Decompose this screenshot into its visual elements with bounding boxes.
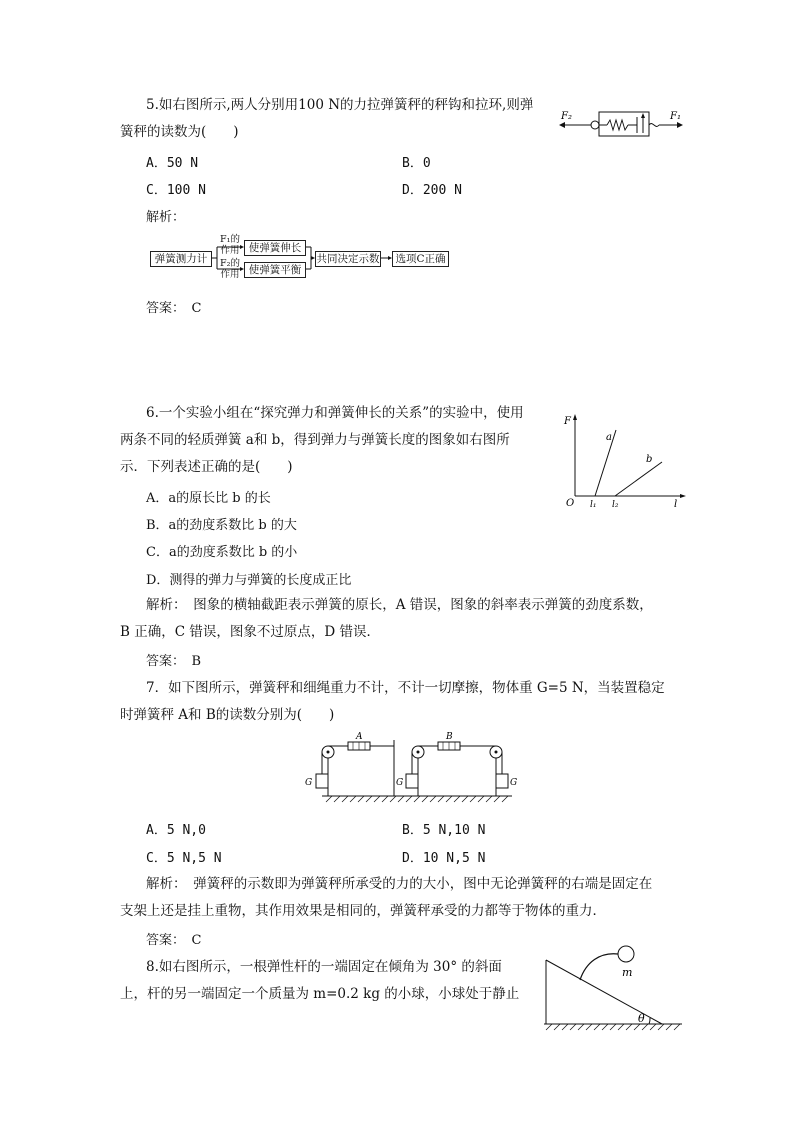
q6-option-d: D．测得的弹力与弹簧的长度成正比 xyxy=(146,573,352,588)
flow-box-spring-scale: 弹簧测力计 xyxy=(150,251,212,267)
graph-line-b xyxy=(615,462,662,496)
q8-label-theta: θ xyxy=(638,1012,645,1025)
q5-option-b: B．0 xyxy=(402,156,431,171)
flow-box-balance: 使弹簧平衡 xyxy=(244,262,306,278)
q5-analysis-label: 解析： xyxy=(146,210,186,225)
q7-option-b: B．5 N,10 N xyxy=(402,823,486,838)
q7-stem-line2: 时弹簧秤 A和 B的读数分别为( ) xyxy=(120,707,335,723)
q5-stem-line2: 簧秤的读数为( ) xyxy=(120,124,239,140)
q7-analysis-line2: 支架上还是挂上重物，其作用效果是相同的，弹簧秤承受的力都等于物体的重力． xyxy=(120,903,606,919)
q6-answer: 答案： B xyxy=(146,654,202,669)
q5-fig-f1-label: F₁ xyxy=(670,111,681,122)
q7-label-b: B xyxy=(446,732,453,742)
flow-box-stretch: 使弹簧伸长 xyxy=(244,240,306,256)
q6-force-length-graph xyxy=(560,410,690,510)
q7-analysis-line1: 解析： 弹簧秤的示数即为弹簧秤所承受的力的大小，图中无论弹簧秤的右端是固定在 xyxy=(146,876,653,892)
q5-option-d: D．200 N xyxy=(402,183,462,198)
q6-option-b: B．a的劲度系数比 b 的大 xyxy=(146,518,297,533)
q7-option-c: C．5 N,5 N xyxy=(146,851,222,866)
q8-incline-figure xyxy=(538,940,688,1035)
q8-stem-line1: 8.如右图所示，一根弹性杆的一端固定在倾角为 30° 的斜面 xyxy=(146,959,502,975)
q5-flowchart-arrows xyxy=(145,230,455,285)
q7-stem-line1: 7．如下图所示，弹簧秤和细绳重力不计，不计一切摩擦，物体重 G=5 N，当装置稳定 xyxy=(146,680,665,696)
graph-x-label: l xyxy=(674,499,678,510)
q5-spring-scale-figure xyxy=(555,100,690,142)
graph-l1-label: l₁ xyxy=(590,500,597,510)
q6-stem-line1: 6.一个实验小组在“探究弹力和弹簧伸长的关系”的实验中，使用 xyxy=(146,405,524,421)
graph-a-label: a xyxy=(606,432,612,443)
q7-label-g-left: G xyxy=(305,778,313,788)
q7-pulley-figure xyxy=(300,728,530,808)
flow-label-f1: F₁的作用 xyxy=(220,234,240,256)
graph-b-label: b xyxy=(646,454,653,465)
flow-label-f2: F₂的作用 xyxy=(220,258,240,280)
q6-option-c: C．a的劲度系数比 b 的小 xyxy=(146,545,298,560)
q7-option-d: D．10 N,5 N xyxy=(402,851,486,866)
q7-label-g-right: G xyxy=(510,778,518,788)
q6-stem-line3: 示．下列表述正确的是( ) xyxy=(120,459,293,475)
flow-box-answer: 选项C正确 xyxy=(392,251,449,267)
q7-option-a: A．5 N,0 xyxy=(146,823,206,838)
q5-option-a: A．50 N xyxy=(146,156,199,171)
q8-label-m: m xyxy=(622,966,633,979)
q6-analysis-line1: 解析： 图象的横轴截距表示弹簧的原长，A 错误，图象的斜率表示弹簧的劲度系数， xyxy=(146,597,653,613)
q6-stem-line2: 两条不同的轻质弹簧 a和 b，得到弹力与弹簧长度的图象如右图所 xyxy=(120,432,510,448)
q5-option-c: C．100 N xyxy=(146,183,206,198)
q5-stem-line1: 5.如右图所示,两人分别用100 N的力拉弹簧秤的秤钩和拉环,则弹 xyxy=(146,97,534,113)
q6-option-a: A．a的原长比 b 的长 xyxy=(146,491,271,506)
q7-label-g-mid: G xyxy=(396,778,404,788)
q7-label-a: A xyxy=(356,732,363,742)
flow-box-determine: 共同决定示数 xyxy=(316,253,380,265)
q5-answer: 答案： C xyxy=(146,301,202,316)
graph-origin-label: O xyxy=(566,498,575,509)
q6-analysis-line2: B 正确，C 错误，图象不过原点，D 错误． xyxy=(120,624,380,640)
q5-fig-f2-label: F₂ xyxy=(561,111,572,122)
q7-answer: 答案： C xyxy=(146,933,202,948)
graph-l2-label: l₂ xyxy=(612,500,619,510)
graph-y-label: F xyxy=(564,416,571,427)
q8-stem-line2: 上，杆的另一端固定一个质量为 m=0.2 kg 的小球，小球处于静止 xyxy=(120,986,520,1002)
